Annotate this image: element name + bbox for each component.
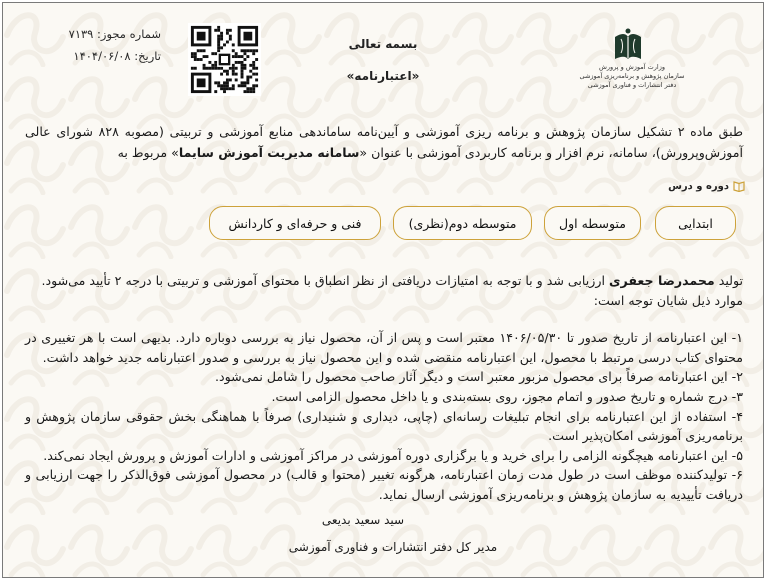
level-pill-vocational: فنی و حرفه‌ای و کاردانش xyxy=(209,206,381,240)
ministry-logo-icon xyxy=(593,25,663,65)
product-name: سامانه مدیریت آموزش سایما xyxy=(178,145,360,160)
approval-suffix: ارزیابی شد و با توجه به امتیازات دریافتی از نظر انطباق با محتوای آموزشی و تربیتی با درجه ۲ تأیید می‌شود. xyxy=(41,273,605,288)
condition-item: ۶- تولیدکننده موظف است در طول مدت زمان اعتبارنامه، هرگونه تغییر (محتوا و قالب) در محصول آموزشی فوق‌الذکر را جهت ارزیابی و دریافت تأییدیه به سازمان پژوهش و برنامه‌ریزی آموزشی ارسال نماید. xyxy=(25,467,743,502)
org-line: سازمان پژوهش و برنامه‌ریزی آموزشی xyxy=(579,72,685,80)
qr-code-icon xyxy=(188,23,261,96)
approval-statement xyxy=(25,271,743,291)
date-value: ۱۴۰۴/۰۶/۰۸ xyxy=(73,49,131,63)
approval-note: موارد ذیل شایان توجه است: xyxy=(593,292,743,308)
permit-info xyxy=(19,23,161,67)
org-line: وزارت آموزش و پرورش xyxy=(598,63,665,71)
date-label: تاریخ: xyxy=(134,49,161,63)
condition-item: ۳- درج شماره و تاریخ صدور و اتمام مجوز، روی بسته‌بندی و یا داخل محصول الزامی است. xyxy=(271,388,743,404)
intro-text-end: » مربوط به xyxy=(117,145,179,160)
producer-name: محمدرضا جعفری xyxy=(608,273,715,288)
condition-item: ۱- این اعتبارنامه از تاریخ صدور تا ۱۴۰۶/۰۵/۳۰ معتبر است و پس از آن، محصول نیاز به بررسی دوباره دارد. بدیهی است با هر تغییری در محتوای کتاب درسی مرتبط با محصول، این اعتبارنامه منقضی شده و این محصول نیاز به بررسی و صدور اعتبارنامه جدید خواهد داشت. xyxy=(25,330,743,365)
organization-name xyxy=(577,63,687,90)
org-line: دفتر انتشارات و فناوری آموزشی xyxy=(587,81,677,89)
approval-prefix: تولید xyxy=(718,273,743,288)
condition-item: ۴- استفاده از این اعتبارنامه برای انجام تبلیغات رسانه‌ای (چاپی، دیداری و شنیداری) صرفاً با هماهنگی بخش حقوقی سازمان پژوهش و برنامه‌ریزی آموزشی امکان‌پذیر است. xyxy=(25,408,743,444)
condition-item: ۵- این اعتبارنامه هیچگونه الزامی را برای خرید و یا برگزاری دوره آموزشی در مراکز آموزشی و ادارات آموزش و پرورش ایجاد نمی‌کند. xyxy=(43,447,743,463)
book-icon xyxy=(733,180,745,192)
document-subtitle: «اعتبارنامه» xyxy=(346,69,420,83)
condition-item: ۲- این اعتبارنامه صرفاً برای محصول مزبور معتبر است و دیگر آثار صاحب محصول را شامل نمی‌شود. xyxy=(214,369,743,385)
signer-name: سید سعید بدیعی xyxy=(321,513,405,527)
level-pill-lower-secondary: متوسطه اول xyxy=(544,206,641,240)
intro-paragraph xyxy=(25,121,743,163)
signer-title: مدیر کل دفتر انتشارات و فناوری آموزشی xyxy=(288,540,498,554)
page-title: بسمه تعالی xyxy=(348,37,418,51)
approval-body xyxy=(25,271,743,505)
section-label: دوره و درس xyxy=(668,180,729,192)
permit-number: ۷۱۳۹ xyxy=(68,27,94,41)
level-pill-elementary: ابتدایی xyxy=(655,206,736,240)
section-header xyxy=(643,180,745,192)
intro-text: طبق ماده ۲ تشکیل سازمان پژوهش و برنامه ریزی آموزشی و آیین‌نامه ساماندهی منابع آموزشی و تربیتی (مصوبه ۸۲۸ شورای عالی آموزش‌وپرورش)، سامانه، نرم افزار و برنامه کاربردی آموزشی با عنوان « xyxy=(25,124,743,160)
credential-document xyxy=(2,2,764,578)
level-pill-upper-secondary: متوسطه دوم(نظری) xyxy=(393,206,532,240)
permit-label: شماره مجوز: xyxy=(97,27,161,41)
